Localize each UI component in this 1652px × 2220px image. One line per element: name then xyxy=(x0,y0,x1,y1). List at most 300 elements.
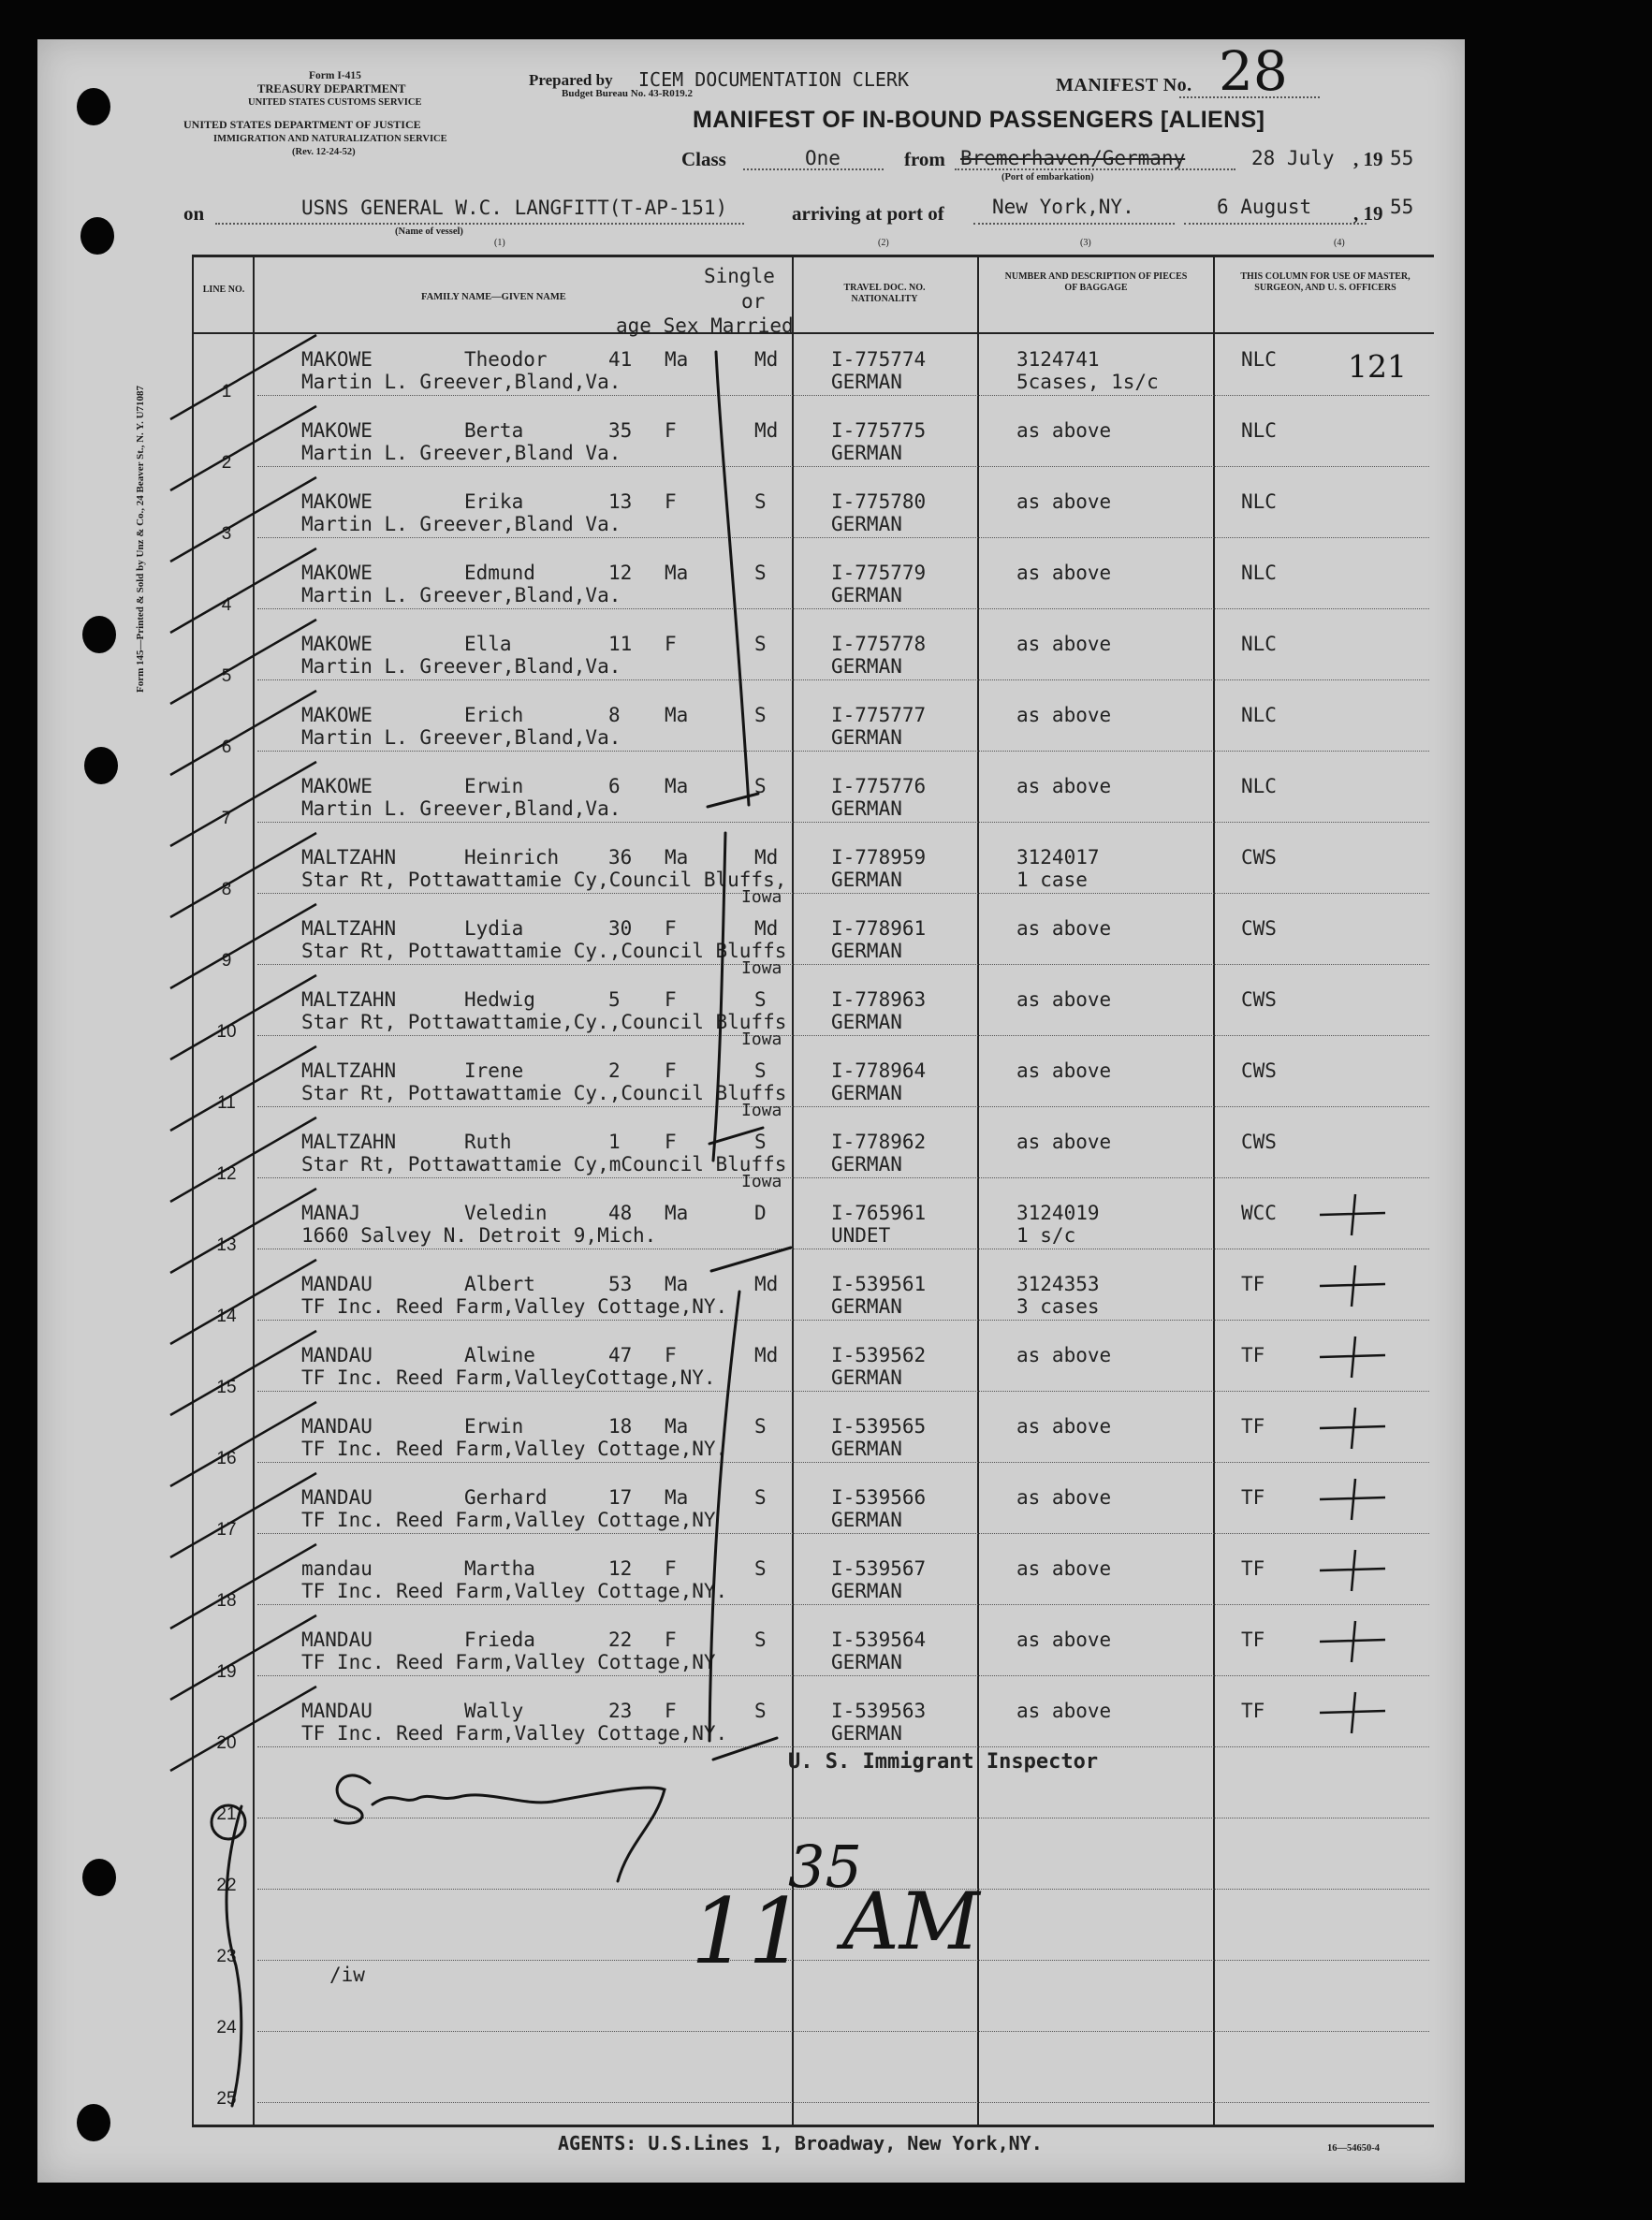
given-name: Edmund xyxy=(464,562,535,584)
given-name: Ruth xyxy=(464,1131,512,1153)
given-name: Heinrich xyxy=(464,846,560,869)
prepared-by-value: ICEM DOCUMENTATION CLERK xyxy=(638,68,909,91)
sex: F xyxy=(665,1131,677,1153)
vessel-name: USNS GENERAL W.C. LANGFITT(T-AP-151) xyxy=(301,197,728,219)
given-name: Erika xyxy=(464,490,524,513)
officer-code: TF xyxy=(1241,1486,1265,1509)
nationality: GERMAN xyxy=(831,1153,902,1176)
justice-dept: UNITED STATES DEPARTMENT OF JUSTICE xyxy=(183,118,421,131)
row-rule xyxy=(257,822,1429,823)
sex: F xyxy=(665,1700,677,1722)
form-number: Form I-415 xyxy=(309,70,361,81)
officer-code: WCC xyxy=(1241,1202,1277,1224)
officer-code: CWS xyxy=(1241,1059,1277,1082)
age: 30 xyxy=(608,917,633,940)
age: 23 xyxy=(608,1700,633,1722)
sex: F xyxy=(665,490,677,513)
given-name: Albert xyxy=(464,1273,535,1295)
given-name: Gerhard xyxy=(464,1486,548,1509)
nationality: GERMAN xyxy=(831,371,902,393)
marital-status: S xyxy=(754,775,767,797)
age: 2 xyxy=(608,1059,621,1082)
marital-status: S xyxy=(754,1059,767,1082)
line-number: 4 xyxy=(221,595,232,615)
depart-year-prefix: , 19 xyxy=(1353,148,1383,170)
family-name: MAKOWE xyxy=(301,562,373,584)
line-number: 2 xyxy=(221,453,232,473)
line-number: 22 xyxy=(216,1876,237,1895)
address-state: Iowa xyxy=(741,958,782,978)
given-name: Ella xyxy=(464,633,512,655)
travel-doc-no: I-775778 xyxy=(831,633,927,655)
sex: F xyxy=(665,1059,677,1082)
baggage-desc-2: 3 cases xyxy=(1016,1295,1100,1318)
clerk-initials: /iw xyxy=(329,1964,365,1986)
officer-code: NLC xyxy=(1241,419,1277,442)
baggage-desc-2: 1 case xyxy=(1016,869,1088,891)
officer-code: CWS xyxy=(1241,846,1277,869)
sex: F xyxy=(665,988,677,1011)
travel-doc-no: I-539567 xyxy=(831,1557,927,1580)
line-number: 15 xyxy=(216,1378,237,1397)
column-4-number: (4) xyxy=(1334,238,1345,248)
address: Martin L. Greever,Bland,Va. xyxy=(301,371,621,393)
age: 22 xyxy=(608,1628,633,1651)
row-rule xyxy=(257,1675,1429,1676)
baggage-desc: as above xyxy=(1016,1700,1112,1722)
address: TF Inc. Reed Farm,Valley Cottage,NY. xyxy=(301,1438,728,1460)
address: Martin L. Greever,Bland Va. xyxy=(301,513,621,535)
travel-doc-no: I-539561 xyxy=(831,1273,927,1295)
baggage-desc: as above xyxy=(1016,704,1112,726)
vessel-line xyxy=(215,223,744,225)
baggage-desc: as above xyxy=(1016,1059,1112,1082)
header-officers: THIS COLUMN FOR USE OF MASTER, SURGEON, AND U. S. OFFICERS xyxy=(1240,271,1411,293)
nationality: GERMAN xyxy=(831,797,902,820)
sex: Ma xyxy=(665,1202,689,1224)
given-name: Berta xyxy=(464,419,524,442)
marital-status: Md xyxy=(754,917,779,940)
sex: Ma xyxy=(665,704,689,726)
baggage-officers-divider xyxy=(1213,255,1215,2126)
family-name: MANDAU xyxy=(301,1700,373,1722)
nationality: GERMAN xyxy=(831,869,902,891)
given-name: Theodor xyxy=(464,348,548,371)
line-number: 20 xyxy=(216,1733,237,1753)
address-state: Iowa xyxy=(741,1172,782,1191)
punch-hole xyxy=(84,747,118,784)
line-number: 13 xyxy=(216,1235,237,1255)
age: 35 xyxy=(608,419,633,442)
family-name: MAKOWE xyxy=(301,633,373,655)
age: 36 xyxy=(608,846,633,869)
marital-status: S xyxy=(754,1131,767,1153)
header-line-no: LINE NO. xyxy=(202,285,245,295)
row-rule xyxy=(257,1391,1429,1392)
manifest-no-value: 28 xyxy=(1219,39,1288,103)
officer-code: NLC xyxy=(1241,775,1277,797)
nationality: GERMAN xyxy=(831,1722,902,1745)
address: Star Rt, Pottawattamie,Cy.,Council Bluffs xyxy=(301,1011,787,1033)
doc-baggage-divider xyxy=(977,255,979,2126)
row-rule xyxy=(257,964,1429,965)
column-2-number: (2) xyxy=(878,238,889,248)
from-value: Bremerhaven/Germany xyxy=(960,147,1186,169)
given-name: Erwin xyxy=(464,775,524,797)
family-name: MANDAU xyxy=(301,1415,373,1438)
family-name: MALTZAHN xyxy=(301,846,397,869)
address-state: Iowa xyxy=(741,887,782,907)
address: TF Inc. Reed Farm,Valley Cottage,NY. xyxy=(301,1580,728,1602)
class-value: One xyxy=(805,147,841,169)
form-code: 16—54650-4 xyxy=(1327,2143,1380,2154)
address-state: Iowa xyxy=(741,1101,782,1120)
revision: (Rev. 12-24-52) xyxy=(292,147,356,157)
given-name: Martha xyxy=(464,1557,535,1580)
baggage-desc: as above xyxy=(1016,775,1112,797)
nationality: GERMAN xyxy=(831,1295,902,1318)
age: 12 xyxy=(608,1557,633,1580)
row-rule xyxy=(257,1533,1429,1534)
class-label: Class xyxy=(681,148,726,170)
family-name: MAKOWE xyxy=(301,490,373,513)
line-number: 19 xyxy=(216,1662,237,1682)
age: 18 xyxy=(608,1415,633,1438)
printer-side-text: Form 145—Printed & Sold by Unz & Co., 24 Beaver St., N. Y. U71087 xyxy=(135,385,146,694)
address: Star Rt, Pottawattamie Cy.,Council Bluffs xyxy=(301,940,787,962)
officer-code: NLC xyxy=(1241,704,1277,726)
arrival-year: 55 xyxy=(1390,196,1414,218)
travel-doc-no: I-778964 xyxy=(831,1059,927,1082)
baggage-desc-2: 1 s/c xyxy=(1016,1224,1076,1247)
family-name: MANDAU xyxy=(301,1273,373,1295)
sex: Ma xyxy=(665,1415,689,1438)
officer-code: TF xyxy=(1241,1628,1265,1651)
arrival-port-line xyxy=(973,223,1175,225)
officer-code: CWS xyxy=(1241,988,1277,1011)
marital-status: Md xyxy=(754,1273,779,1295)
marital-status: Md xyxy=(754,846,779,869)
travel-doc-no: I-765961 xyxy=(831,1202,927,1224)
family-name: MANDAU xyxy=(301,1486,373,1509)
address: 1660 Salvey N. Detroit 9,Mich. xyxy=(301,1224,657,1247)
marital-status: Md xyxy=(754,348,779,371)
family-name: MANDAU xyxy=(301,1628,373,1651)
marital-status: S xyxy=(754,1700,767,1722)
baggage-desc: as above xyxy=(1016,988,1112,1011)
header-name: FAMILY NAME—GIVEN NAME xyxy=(421,292,566,302)
agents-footer: AGENTS: U.S.Lines 1, Broadway, New York,NY. xyxy=(558,2132,1043,2154)
row-rule xyxy=(257,1106,1429,1107)
row1-count: 121 xyxy=(1348,348,1407,385)
row-rule xyxy=(257,2102,1429,2103)
punch-hole xyxy=(77,2104,110,2141)
marital-status: S xyxy=(754,1628,767,1651)
nationality: UNDET xyxy=(831,1224,891,1247)
nationality: GERMAN xyxy=(831,726,902,749)
arrival-port: New York,NY. xyxy=(992,196,1134,218)
age: 53 xyxy=(608,1273,633,1295)
sex: F xyxy=(665,633,677,655)
line-number: 8 xyxy=(221,880,232,899)
age: 47 xyxy=(608,1344,633,1366)
travel-doc-no: I-778959 xyxy=(831,846,927,869)
travel-doc-no: I-778961 xyxy=(831,917,927,940)
family-name: MAKOWE xyxy=(301,704,373,726)
marital-status: D xyxy=(754,1202,767,1224)
prepared-by-label: Prepared by xyxy=(529,71,613,89)
baggage-desc: 3124741 xyxy=(1016,348,1100,371)
family-name: MAKOWE xyxy=(301,348,373,371)
sex: Ma xyxy=(665,562,689,584)
depart-year: 55 xyxy=(1390,147,1414,169)
nationality: GERMAN xyxy=(831,1580,902,1602)
given-name: Hedwig xyxy=(464,988,535,1011)
row-rule xyxy=(257,1604,1429,1605)
nationality: GERMAN xyxy=(831,1438,902,1460)
row-rule xyxy=(257,679,1429,680)
line-number: 16 xyxy=(216,1449,237,1468)
marital-status: S xyxy=(754,704,767,726)
marital-status: S xyxy=(754,562,767,584)
address: Martin L. Greever,Bland,Va. xyxy=(301,584,621,606)
given-name: Irene xyxy=(464,1059,524,1082)
baggage-desc: 3124353 xyxy=(1016,1273,1100,1295)
age: 12 xyxy=(608,562,633,584)
nationality: GERMAN xyxy=(831,1366,902,1389)
travel-doc-no: I-539563 xyxy=(831,1700,927,1722)
budget-bureau: Budget Bureau No. 43-R019.2 xyxy=(562,88,694,99)
row-rule xyxy=(257,893,1429,894)
sex: Ma xyxy=(665,846,689,869)
age: 48 xyxy=(608,1202,633,1224)
row-rule xyxy=(257,466,1429,467)
sex: F xyxy=(665,917,677,940)
baggage-desc: 3124017 xyxy=(1016,846,1100,869)
age: 8 xyxy=(608,704,621,726)
address: TF Inc. Reed Farm,Valley Cottage,NY. xyxy=(301,1722,728,1745)
baggage-desc: as above xyxy=(1016,1415,1112,1438)
line-number: 5 xyxy=(221,666,232,686)
family-name: MAKOWE xyxy=(301,775,373,797)
officer-code: NLC xyxy=(1241,348,1277,371)
line-number: 14 xyxy=(216,1307,237,1326)
sex: Ma xyxy=(665,1486,689,1509)
address: TF Inc. Reed Farm,Valley Cottage,NY xyxy=(301,1509,716,1531)
nationality: GERMAN xyxy=(831,584,902,606)
column-1-number: (1) xyxy=(494,238,505,248)
travel-doc-no: I-775774 xyxy=(831,348,927,371)
officer-code: TF xyxy=(1241,1344,1265,1366)
family-name: MALTZAHN xyxy=(301,1059,397,1082)
row-rule xyxy=(257,1035,1429,1036)
row-rule xyxy=(257,1320,1429,1321)
depart-date: 28 July xyxy=(1251,147,1335,169)
inspector-stamp: U. S. Immigrant Inspector xyxy=(788,1750,1099,1774)
baggage-desc: as above xyxy=(1016,1628,1112,1651)
baggage-desc: as above xyxy=(1016,1486,1112,1509)
table-left-border xyxy=(192,255,194,2126)
header-single: Single xyxy=(704,265,775,287)
sex: Ma xyxy=(665,1273,689,1295)
sex: Ma xyxy=(665,775,689,797)
column-3-number: (3) xyxy=(1080,238,1091,248)
nationality: GERMAN xyxy=(831,655,902,678)
line-number: 7 xyxy=(221,809,232,828)
officer-code: NLC xyxy=(1241,562,1277,584)
row-rule xyxy=(257,1746,1429,1747)
age: 11 xyxy=(608,633,633,655)
baggage-desc: as above xyxy=(1016,490,1112,513)
family-name: mandau xyxy=(301,1557,373,1580)
age: 13 xyxy=(608,490,633,513)
travel-doc-no: I-539565 xyxy=(831,1415,927,1438)
header-or: or xyxy=(741,290,766,313)
on-label: on xyxy=(183,202,205,225)
punch-hole xyxy=(80,217,114,255)
sex: F xyxy=(665,1628,677,1651)
officer-code: TF xyxy=(1241,1273,1265,1295)
travel-doc-no: I-775777 xyxy=(831,704,927,726)
arrival-year-prefix: , 19 xyxy=(1353,202,1383,225)
given-name: Veledin xyxy=(464,1202,548,1224)
baggage-desc: as above xyxy=(1016,1344,1112,1366)
nationality: GERMAN xyxy=(831,1011,902,1033)
travel-doc-no: I-539564 xyxy=(831,1628,927,1651)
arriving-label: arriving at port of xyxy=(792,202,944,225)
given-name: Erich xyxy=(464,704,524,726)
given-name: Frieda xyxy=(464,1628,535,1651)
nationality: GERMAN xyxy=(831,513,902,535)
ins-service: IMMIGRATION AND NATURALIZATION SERVICE xyxy=(213,134,447,144)
age: 1 xyxy=(608,1131,621,1153)
punch-hole xyxy=(82,616,116,653)
sex: F xyxy=(665,1344,677,1366)
baggage-desc: as above xyxy=(1016,1557,1112,1580)
marital-status: S xyxy=(754,988,767,1011)
row-rule xyxy=(257,395,1429,396)
row-rule xyxy=(257,1177,1429,1178)
age: 5 xyxy=(608,988,621,1011)
officer-code: TF xyxy=(1241,1415,1265,1438)
family-name: MALTZAHN xyxy=(301,1131,397,1153)
table-top-border xyxy=(192,255,1434,257)
given-name: Lydia xyxy=(464,917,524,940)
line-number: 18 xyxy=(216,1591,237,1611)
baggage-desc: 3124019 xyxy=(1016,1202,1100,1224)
address: TF Inc. Reed Farm,Valley Cottage,NY xyxy=(301,1651,716,1673)
arrival-time-hour: 11 xyxy=(691,1879,806,1984)
baggage-desc-2: 5cases, 1s/c xyxy=(1016,371,1159,393)
age: 6 xyxy=(608,775,621,797)
nationality: GERMAN xyxy=(831,940,902,962)
travel-doc-no: I-775780 xyxy=(831,490,927,513)
row-rule xyxy=(257,2031,1429,2032)
line-number: 23 xyxy=(216,1947,237,1966)
table-bottom-border xyxy=(192,2125,1434,2127)
line-number: 6 xyxy=(221,738,232,757)
age: 17 xyxy=(608,1486,633,1509)
address: Martin L. Greever,Bland Va. xyxy=(301,442,621,464)
officer-code: NLC xyxy=(1241,633,1277,655)
address: Martin L. Greever,Bland,Va. xyxy=(301,655,621,678)
marital-status: S xyxy=(754,1486,767,1509)
sex: F xyxy=(665,1557,677,1580)
marital-status: Md xyxy=(754,1344,779,1366)
table-header-border xyxy=(192,332,1434,334)
arrival-time-minutes: 35 xyxy=(788,1833,862,1901)
line-number: 10 xyxy=(216,1022,237,1042)
sex: Ma xyxy=(665,348,689,371)
punch-hole xyxy=(77,88,110,125)
vessel-caption: (Name of vessel) xyxy=(395,226,463,237)
baggage-desc: as above xyxy=(1016,419,1112,442)
marital-status: Md xyxy=(754,419,779,442)
marital-status: S xyxy=(754,490,767,513)
manifest-no-label: MANIFEST No. xyxy=(1056,75,1192,95)
line-number: 24 xyxy=(216,2018,237,2037)
baggage-desc: as above xyxy=(1016,633,1112,655)
address: Star Rt, Pottawattamie Cy,Council Bluffs, xyxy=(301,869,787,891)
arrival-date: 6 August xyxy=(1217,196,1312,218)
row-rule xyxy=(257,751,1429,752)
row-rule xyxy=(257,1462,1429,1463)
port-caption: (Port of embarkation) xyxy=(1001,172,1094,183)
family-name: MAKOWE xyxy=(301,419,373,442)
given-name: Alwine xyxy=(464,1344,535,1366)
officer-code: TF xyxy=(1241,1557,1265,1580)
manifest-title: MANIFEST OF IN-BOUND PASSENGERS [ALIENS] xyxy=(693,107,1265,133)
travel-doc-no: I-539562 xyxy=(831,1344,927,1366)
officer-code: NLC xyxy=(1241,490,1277,513)
travel-doc-no: I-539566 xyxy=(831,1486,927,1509)
arrival-date-line xyxy=(1184,223,1367,225)
line-number: 12 xyxy=(216,1164,237,1184)
marital-status: S xyxy=(754,1415,767,1438)
line-number: 17 xyxy=(216,1520,237,1540)
arrival-time-ampm: AM xyxy=(842,1876,980,1967)
family-name: MALTZAHN xyxy=(301,988,397,1011)
address: Star Rt, Pottawattamie Cy.,Council Bluffs xyxy=(301,1082,787,1104)
given-name: Erwin xyxy=(464,1415,524,1438)
officer-code: TF xyxy=(1241,1700,1265,1722)
nationality: GERMAN xyxy=(831,442,902,464)
baggage-desc: as above xyxy=(1016,562,1112,584)
line-number: 11 xyxy=(217,1093,236,1113)
officer-code: CWS xyxy=(1241,1131,1277,1153)
nationality: GERMAN xyxy=(831,1651,902,1673)
address: TF Inc. Reed Farm,Valley Cottage,NY. xyxy=(301,1295,728,1318)
header-baggage: NUMBER AND DESCRIPTION OF PIECES OF BAGGAGE xyxy=(1004,271,1188,293)
family-name: MALTZAHN xyxy=(301,917,397,940)
travel-doc-no: I-775779 xyxy=(831,562,927,584)
row-rule xyxy=(257,537,1429,538)
from-label: from xyxy=(904,148,945,170)
customs-service: UNITED STATES CUSTOMS SERVICE xyxy=(248,97,422,108)
line-number: 21 xyxy=(216,1804,237,1824)
officer-code: CWS xyxy=(1241,917,1277,940)
nationality: GERMAN xyxy=(831,1509,902,1531)
line-number: 25 xyxy=(216,2089,237,2109)
line-number: 3 xyxy=(221,524,232,544)
address-state: Iowa xyxy=(741,1030,782,1049)
address: TF Inc. Reed Farm,ValleyCottage,NY. xyxy=(301,1366,716,1389)
address: Martin L. Greever,Bland,Va. xyxy=(301,726,621,749)
baggage-desc: as above xyxy=(1016,917,1112,940)
baggage-desc: as above xyxy=(1016,1131,1112,1153)
marital-status: S xyxy=(754,1557,767,1580)
sex: F xyxy=(665,419,677,442)
